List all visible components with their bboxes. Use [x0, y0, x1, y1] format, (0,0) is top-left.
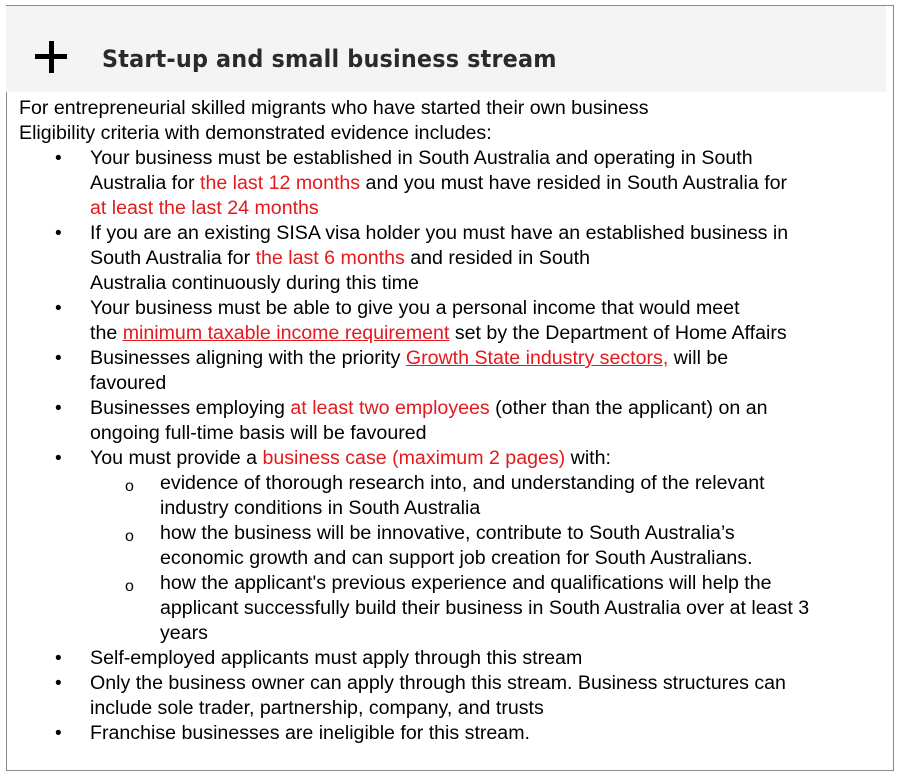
highlight-text: at least two employees: [290, 397, 490, 419]
highlight-text: business case (maximum 2 pages): [262, 447, 566, 469]
section-title: Start-up and small business stream: [102, 45, 557, 73]
intro-line: Eligibility criteria with demonstrated evidence includes:: [19, 122, 492, 144]
section-body: [19, 96, 889, 746]
business-case-sublist: [90, 471, 889, 646]
sub-list-item: o how the business will be innovative, contribute to South Australia’s economic growth and can support job creation for South Australians.: [19, 521, 889, 571]
accordion-header[interactable]: [6, 6, 886, 92]
highlight-text: at least the last 24 months: [90, 197, 319, 219]
list-item: • Your business must be established in South Australia and operating in South Australia for the last 12 months and you must have resided in South Australia for at least the last 24 months: [19, 146, 889, 221]
sub-list-item: o how the applicant's previous experience and qualifications will help the applicant successfully build their business in South Australia over at least 3 years: [19, 571, 889, 646]
list-item: • If you are an existing SISA visa holder you must have an established business in South Australia for the last 6 months and resided in South Australia continuously during this time: [19, 221, 889, 296]
list-item: • Only the business owner can apply through this stream. Business structures can include sole trader, partnership, company, and trusts: [19, 671, 889, 721]
minimum-taxable-income-link[interactable]: minimum taxable income requirement: [122, 322, 450, 344]
highlight-text: the last 12 months: [200, 172, 361, 194]
plus-icon[interactable]: [35, 41, 67, 73]
intro-line: For entrepreneurial skilled migrants who have started their own business: [19, 97, 649, 119]
list-item: • Your business must be able to give you a personal income that would meet the minimum taxable income requirement set by the Department of Home Affairs: [19, 296, 889, 346]
list-item: • Self-employed applicants must apply through this stream: [19, 646, 889, 671]
sub-list-item: o evidence of thorough research into, and understanding of the relevant industry conditions in South Australia: [19, 471, 889, 521]
list-item: • You must provide a business case (maximum 2 pages) with: o evidence of thorough research into, and understanding of the relevant industry conditions in South Australia o how the business will be innovative, contribute to South Australia’s economic growth and can support job creation for South Australians. o how the applicant's previous experience and qualifications will help the applicant successfully build their business in South Australia over at least 3 years: [19, 446, 889, 646]
list-item: • Franchise businesses are ineligible for this stream.: [19, 721, 889, 746]
growth-state-sectors-link[interactable]: Growth State industry sectors,: [405, 347, 669, 369]
criteria-list: [19, 146, 889, 746]
list-item: • Businesses aligning with the priority Growth State industry sectors, will be favoured: [19, 346, 889, 396]
list-item: • Businesses employing at least two employees (other than the applicant) on an ongoing full-time basis will be favoured: [19, 396, 889, 446]
highlight-text: the last 6 months: [255, 247, 405, 269]
